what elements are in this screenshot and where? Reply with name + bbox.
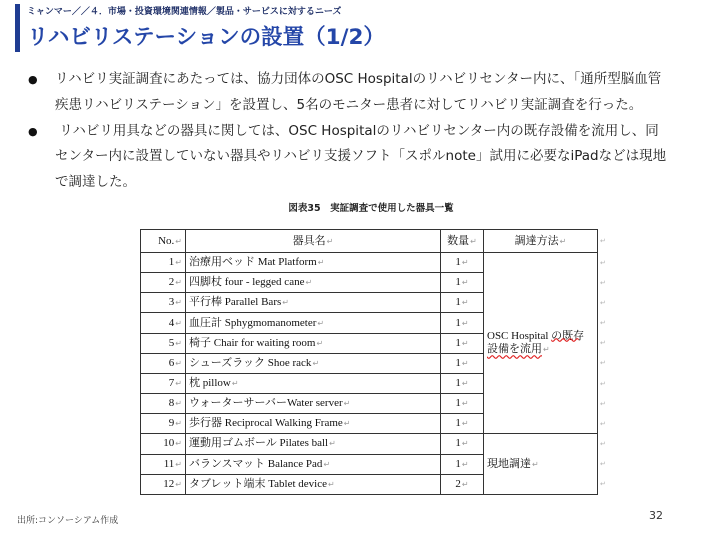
bullet-text-line: リハビリ用具などの器具に関しては、OSC Hospitalのリハビリセンター内の既存設備を流用し、同 bbox=[55, 122, 659, 139]
equipment-name: 血圧計 Sphygmomanometer ↵ bbox=[186, 313, 441, 333]
header-procurement-method: 調達方法 ↵ bbox=[484, 230, 598, 253]
equipment-name: タブレット端末 Tablet device ↵ bbox=[186, 474, 441, 494]
row-number: 8 ↵ bbox=[141, 394, 186, 414]
bullet-text-line: 疾患リハビリステーション」を設置し、5名のモニター患者に対してリハビリ実証調査を行った。 bbox=[55, 96, 643, 113]
quantity: 1 ↵ bbox=[441, 434, 484, 454]
bullet-text-line: で調達した。 bbox=[55, 174, 136, 190]
header-quantity: 数量 ↵ bbox=[441, 230, 484, 253]
table-row bbox=[141, 253, 610, 273]
equipment-name: 枕 pillow ↵ bbox=[186, 373, 441, 393]
title-accent-bar bbox=[15, 4, 20, 52]
procurement-method-line: 現地調達 ↵ bbox=[487, 458, 594, 471]
end-of-row-mark bbox=[598, 333, 610, 353]
equipment-name: バランスマット Balance Pad ↵ bbox=[186, 454, 441, 474]
quantity: 1 ↵ bbox=[441, 293, 484, 313]
header-no: No. ↵ bbox=[141, 230, 186, 253]
quantity: 1 ↵ bbox=[441, 333, 484, 353]
end-of-row-mark bbox=[598, 353, 610, 373]
row-number: 4 ↵ bbox=[141, 313, 186, 333]
end-of-row-mark bbox=[598, 230, 610, 253]
equipment-name: 椅子 Chair for waiting room ↵ bbox=[186, 333, 441, 353]
source-note: 出所:コンソーシアム作成 bbox=[17, 516, 119, 526]
end-of-row-mark bbox=[598, 434, 610, 454]
row-number: 12 ↵ bbox=[141, 474, 186, 494]
row-number: 10 ↵ bbox=[141, 434, 186, 454]
end-of-row-mark bbox=[598, 454, 610, 474]
equipment-name: 四脚杖 four - legged cane ↵ bbox=[186, 273, 441, 293]
quantity: 1 ↵ bbox=[441, 353, 484, 373]
equipment-name: 歩行器 Reciprocal Walking Frame ↵ bbox=[186, 414, 441, 434]
bullet-item bbox=[28, 67, 698, 119]
bullet-icon bbox=[28, 67, 42, 93]
row-number: 5 ↵ bbox=[141, 333, 186, 353]
end-of-row-mark bbox=[598, 253, 610, 273]
bullet-list bbox=[28, 67, 698, 196]
bullet-item bbox=[28, 119, 698, 196]
end-of-row-mark bbox=[598, 414, 610, 434]
row-number: 11 ↵ bbox=[141, 454, 186, 474]
end-of-row-mark bbox=[598, 373, 610, 393]
table-body bbox=[141, 253, 610, 495]
page-title: リハビリステーションの設置（1/2） bbox=[27, 25, 385, 50]
bullet-icon bbox=[28, 119, 42, 145]
equipment-name: ウォーターサーバーWater server ↵ bbox=[186, 394, 441, 414]
equipment-name: 運動用ゴムボール Pilates ball ↵ bbox=[186, 434, 441, 454]
bullet-text-line: センター内に設置していない器具やリハビリ支援ソフト「スポルnote」試用に必要なiPadなどは現地 bbox=[55, 148, 667, 165]
quantity: 2 ↵ bbox=[441, 474, 484, 494]
quantity: 1 ↵ bbox=[441, 313, 484, 333]
quantity: 1 ↵ bbox=[441, 373, 484, 393]
procurement-method bbox=[484, 434, 598, 494]
end-of-row-mark bbox=[598, 293, 610, 313]
quantity: 1 ↵ bbox=[441, 253, 484, 273]
end-of-row-mark bbox=[598, 313, 610, 333]
row-number: 7 ↵ bbox=[141, 373, 186, 393]
equipment-name: 平行棒 Parallel Bars ↵ bbox=[186, 293, 441, 313]
procurement-method-line: 設備を流用 ↵ bbox=[487, 343, 594, 356]
page-number: 32 bbox=[649, 509, 663, 522]
quantity: 1 ↵ bbox=[441, 273, 484, 293]
row-number: 3 ↵ bbox=[141, 293, 186, 313]
end-of-row-mark bbox=[598, 273, 610, 293]
end-of-row-mark bbox=[598, 474, 610, 494]
table-header-row bbox=[141, 230, 610, 253]
bullet-text-line: リハビリ実証調査にあたっては、協力団体のOSC Hospitalのリハビリセンター内に、「通所型脳血管 bbox=[55, 71, 662, 87]
equipment-table bbox=[140, 229, 610, 495]
table-caption: 図表35 実証調査で使用した器具一覧 bbox=[288, 203, 454, 214]
breadcrumb: ミャンマー／／４．市場・投資環境関連情報／製品・サービスに対するニーズ bbox=[27, 7, 342, 17]
row-number: 6 ↵ bbox=[141, 353, 186, 373]
row-number: 1 ↵ bbox=[141, 253, 186, 273]
row-number: 2 ↵ bbox=[141, 273, 186, 293]
quantity: 1 ↵ bbox=[441, 394, 484, 414]
header-equipment-name: 器具名 ↵ bbox=[186, 230, 441, 253]
equipment-name: 治療用ベッド Mat Platform ↵ bbox=[186, 253, 441, 273]
row-number: 9 ↵ bbox=[141, 414, 186, 434]
equipment-name: シューズラック Shoe rack ↵ bbox=[186, 353, 441, 373]
procurement-method-line: OSC Hospital の既存 bbox=[487, 330, 585, 343]
quantity: 1 ↵ bbox=[441, 414, 484, 434]
table-row bbox=[141, 434, 610, 454]
end-of-row-mark bbox=[598, 394, 610, 414]
procurement-method bbox=[484, 253, 598, 434]
quantity: 1 ↵ bbox=[441, 454, 484, 474]
